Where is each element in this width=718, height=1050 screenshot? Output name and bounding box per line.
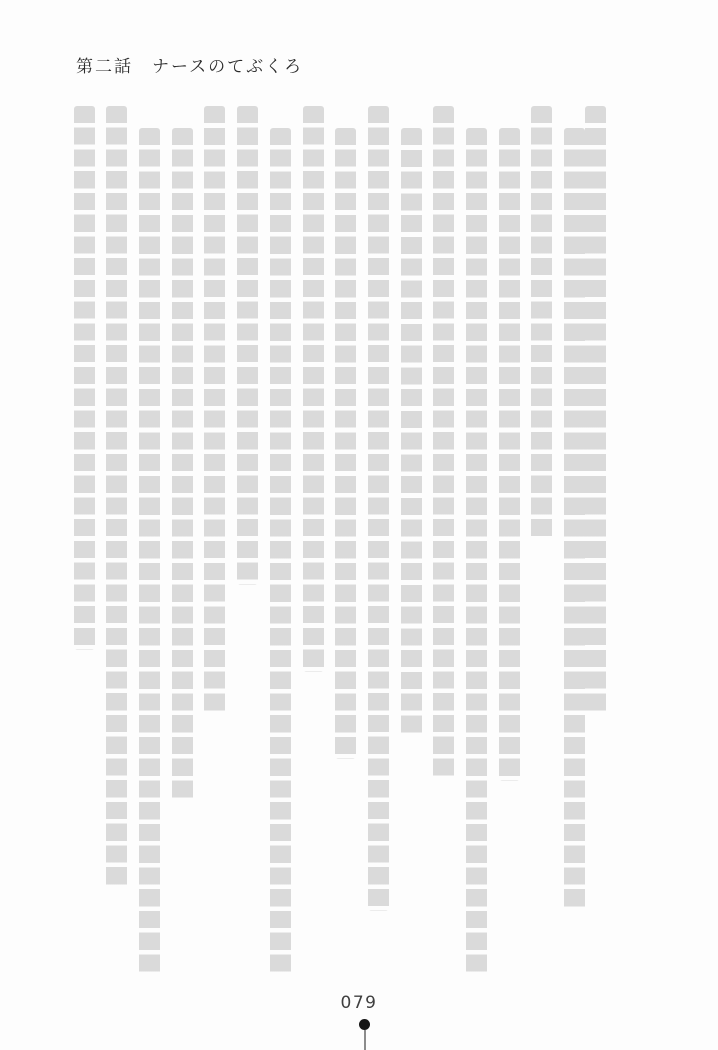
text-column-redacted <box>139 128 160 976</box>
text-column-redacted <box>237 106 258 585</box>
text-column-redacted <box>564 128 585 911</box>
text-column-redacted <box>172 128 193 802</box>
text-column-redacted <box>433 106 454 780</box>
vertical-text-block-redacted <box>61 106 606 978</box>
running-header: 第二話 ナースのてぶくろ <box>76 57 304 76</box>
pin-stem <box>364 1030 366 1050</box>
text-column-redacted <box>303 106 324 672</box>
page-number: 079 <box>340 993 378 1013</box>
text-column-redacted <box>585 106 606 715</box>
pin-dot <box>359 1019 370 1030</box>
text-column-redacted <box>204 106 225 715</box>
text-column-redacted <box>74 106 95 650</box>
pin-marker-icon <box>359 1019 370 1050</box>
text-column-redacted <box>106 106 127 889</box>
text-column-redacted <box>499 128 520 781</box>
text-column-redacted <box>270 128 291 976</box>
text-column-redacted <box>401 128 422 737</box>
text-column-redacted <box>531 106 552 541</box>
text-column-redacted <box>368 106 389 911</box>
text-column-redacted <box>335 128 356 759</box>
text-column-redacted <box>466 128 487 976</box>
